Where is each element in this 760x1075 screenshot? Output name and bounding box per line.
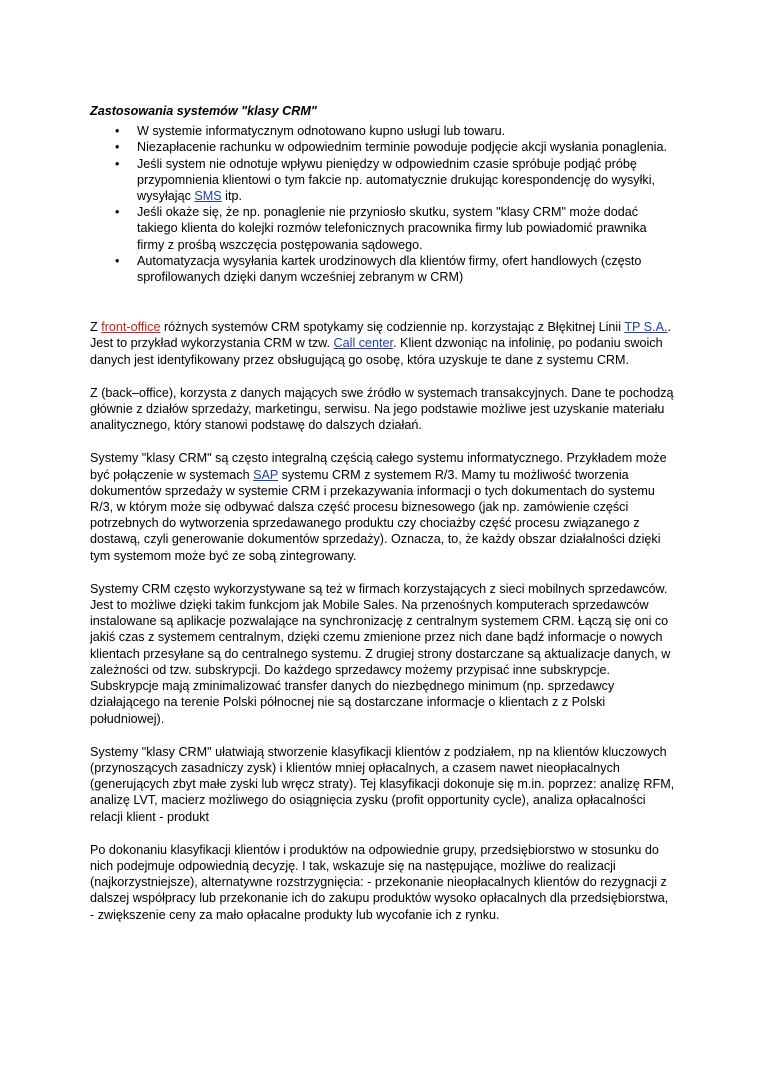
paragraph-integration: [90, 450, 675, 563]
list-item: [90, 204, 675, 253]
front-office-link[interactable]: front-office: [101, 320, 161, 335]
list-item: [90, 253, 675, 285]
call-center-link[interactable]: Call center: [333, 336, 394, 351]
bullet-icon: •: [115, 140, 120, 155]
paragraph-text: Z: [90, 320, 102, 335]
bullet-icon: •: [115, 124, 120, 139]
bullet-list: [90, 123, 675, 285]
paragraph-mobile-sales: Systemy CRM często wykorzystywane są też w firmach korzystających z sieci mobilnych sprzedawców. Jest to możliwe dzięki takim funkcjom jak Mobile Sales. Na przenośnych komputerach sprzedawców instalowane są aplikacje pozwalające na synchronizację z centralnym systemem CRM. Łączą się oni co jakiś czas z systemem centralnym, dzięki czemu zmienione przez nich dane bądź informacje o nowych klientach przesyłane są do centralnego systemu. Z drugiej strony dostarczane są aktualizacje danych, w zależności od tzw. subskrypcji. Do każdego sprzedawcy możemy przypisać inne subskrypcje. Subskrypcje mają zminimalizować transfer danych do niezbędnego minimum (np. sprzedawcy działającego na terenie Polski północnej nie są dostarczane informacje o klientach z z Polski południowej).: [90, 581, 671, 726]
spacer: [90, 285, 675, 319]
sap-link[interactable]: SAP: [253, 467, 279, 482]
bullet-icon: •: [115, 253, 120, 268]
paragraph-decisions: Po dokonaniu klasyfikacji klientów i produktów na odpowiednie grupy, przedsiębiorstwo w stosunku do nich podejmuje odpowiednią decyzję. I tak, wskazuje się na następujące, możliwe do realizacji (najkorzystniejsze), alternatywne rozstrzygnięcia: - przekonanie nieopłacalnych klientów do rezygnacji z dalszej współpracy lub przekonanie ich do zakupu produktów wysoko opłacalnych dla przedsiębiorstwa, - zwiększenie ceny za mało opłacalne produkty lub wycofanie ich z rynku.: [90, 842, 669, 922]
list-item-text: Niezapłacenie rachunku w odpowiednim terminie powoduje podjęcie akcji wysłania ponaglenia.: [137, 140, 667, 155]
spacer: [90, 564, 675, 581]
spacer: [90, 727, 675, 744]
list-item: [90, 123, 675, 139]
document-page: [90, 103, 675, 923]
tp-sa-link[interactable]: TP S.A.: [624, 320, 668, 335]
bullet-icon: •: [115, 156, 120, 171]
paragraph-text: . Jest to przykład wykorzystania CRM w tzw.: [90, 320, 671, 351]
list-item: [90, 139, 675, 155]
paragraph-classification: Systemy "klasy CRM" ułatwiają stworzenie klasyfikacji klientów z podziałem, np na klientów kluczowych (przynoszących zasadniczy zysk) i klientów mniej opłacalnych, a czasem nawet nieopłacalnych (generujących zbyt małe zyski lub wręcz straty). Tej klasyfikacji dokonuje się m.in. poprzez: analizę RFM, analizę LVT, macierz możliwego do osiągnięcia zysku (profit opportunity cycle), analiza opłacalności relacji klient - produkt: [90, 744, 675, 824]
bullet-icon: •: [115, 205, 120, 220]
paragraph-text: Systemy "klasy CRM" są często integralną częścią całego systemu informatycznego. Przykładem może być połączenie w systemach: [90, 451, 667, 482]
paragraph-text: systemu CRM z systemem R/3. Mamy tu możliwość tworzenia dokumentów sprzedaży w systemie CRM i przekazywania informacji o tych dokumentach do systemu R/3, w którym może się odbywać dalsza część procesu biznesowego (jak np. zamówienie części potrzebnych do wytworzenia sprzedawanego produktu czy chociażby część procesu związanego z dostawą, czyli generowanie dokumentów sprzedaży). Oznacza, to, że każdy obszar działalności dzięki tym systemom może być ze sobą zintegrowany.: [90, 467, 661, 563]
paragraph-text: różnych systemów CRM spotykamy się codziennie np. korzystając z Błękitnej Linii: [160, 320, 625, 335]
spacer: [90, 433, 675, 450]
spacer: [90, 825, 675, 842]
section-heading: Zastosowania systemów "klasy CRM": [90, 104, 317, 118]
spacer: [90, 368, 675, 385]
paragraph-text: . Klient dzwoniąc na infolinię, po podaniu swoich danych jest identyfikowany przez obsługującą go osobę, która uzyskuje te dane z systemu CRM.: [90, 336, 663, 367]
sms-link[interactable]: SMS: [194, 189, 222, 204]
list-item: [90, 156, 675, 205]
list-item-text: Automatyzacja wysyłania kartek urodzinowych dla klientów firmy, ofert handlowych (często sprofilowanych dzięki danym wcześniej zebranym w CRM): [137, 253, 642, 285]
list-item-text: W systemie informatycznym odnotowano kupno usługi lub towaru.: [137, 124, 506, 139]
list-item-text-part: itp.: [221, 189, 242, 204]
paragraph-front-office: [90, 319, 675, 368]
list-item-text: Jeśli okaże się, że np. ponaglenie nie przyniosło skutku, system "klasy CRM" może dodać takiego klienta do kolejki rozmów telefonicznych pracownika firmy lub powiadomić prawnika firmy z prośbą wszczęcia postępowania sądowego.: [137, 205, 647, 252]
list-item-text-part: Jeśli system nie odnotuje wpływu pieniędzy w odpowiednim czasie spróbuje podjąć próbę przypomnienia klientowi o tym fakcie np. automatycznie drukując korespondencję do wysyłki, wysyłając: [137, 156, 655, 204]
paragraph-back-office: Z (back–office), korzysta z danych mających swe źródło w systemach transakcyjnych. Dane te pochodzą głównie z działów sprzedaży, marketingu, serwisu. Na jego podstawie możliwe jest uzyskanie materiału analitycznego, który stanowi podstawę do dalszych działań.: [90, 385, 674, 433]
list-item-text: [137, 157, 655, 203]
